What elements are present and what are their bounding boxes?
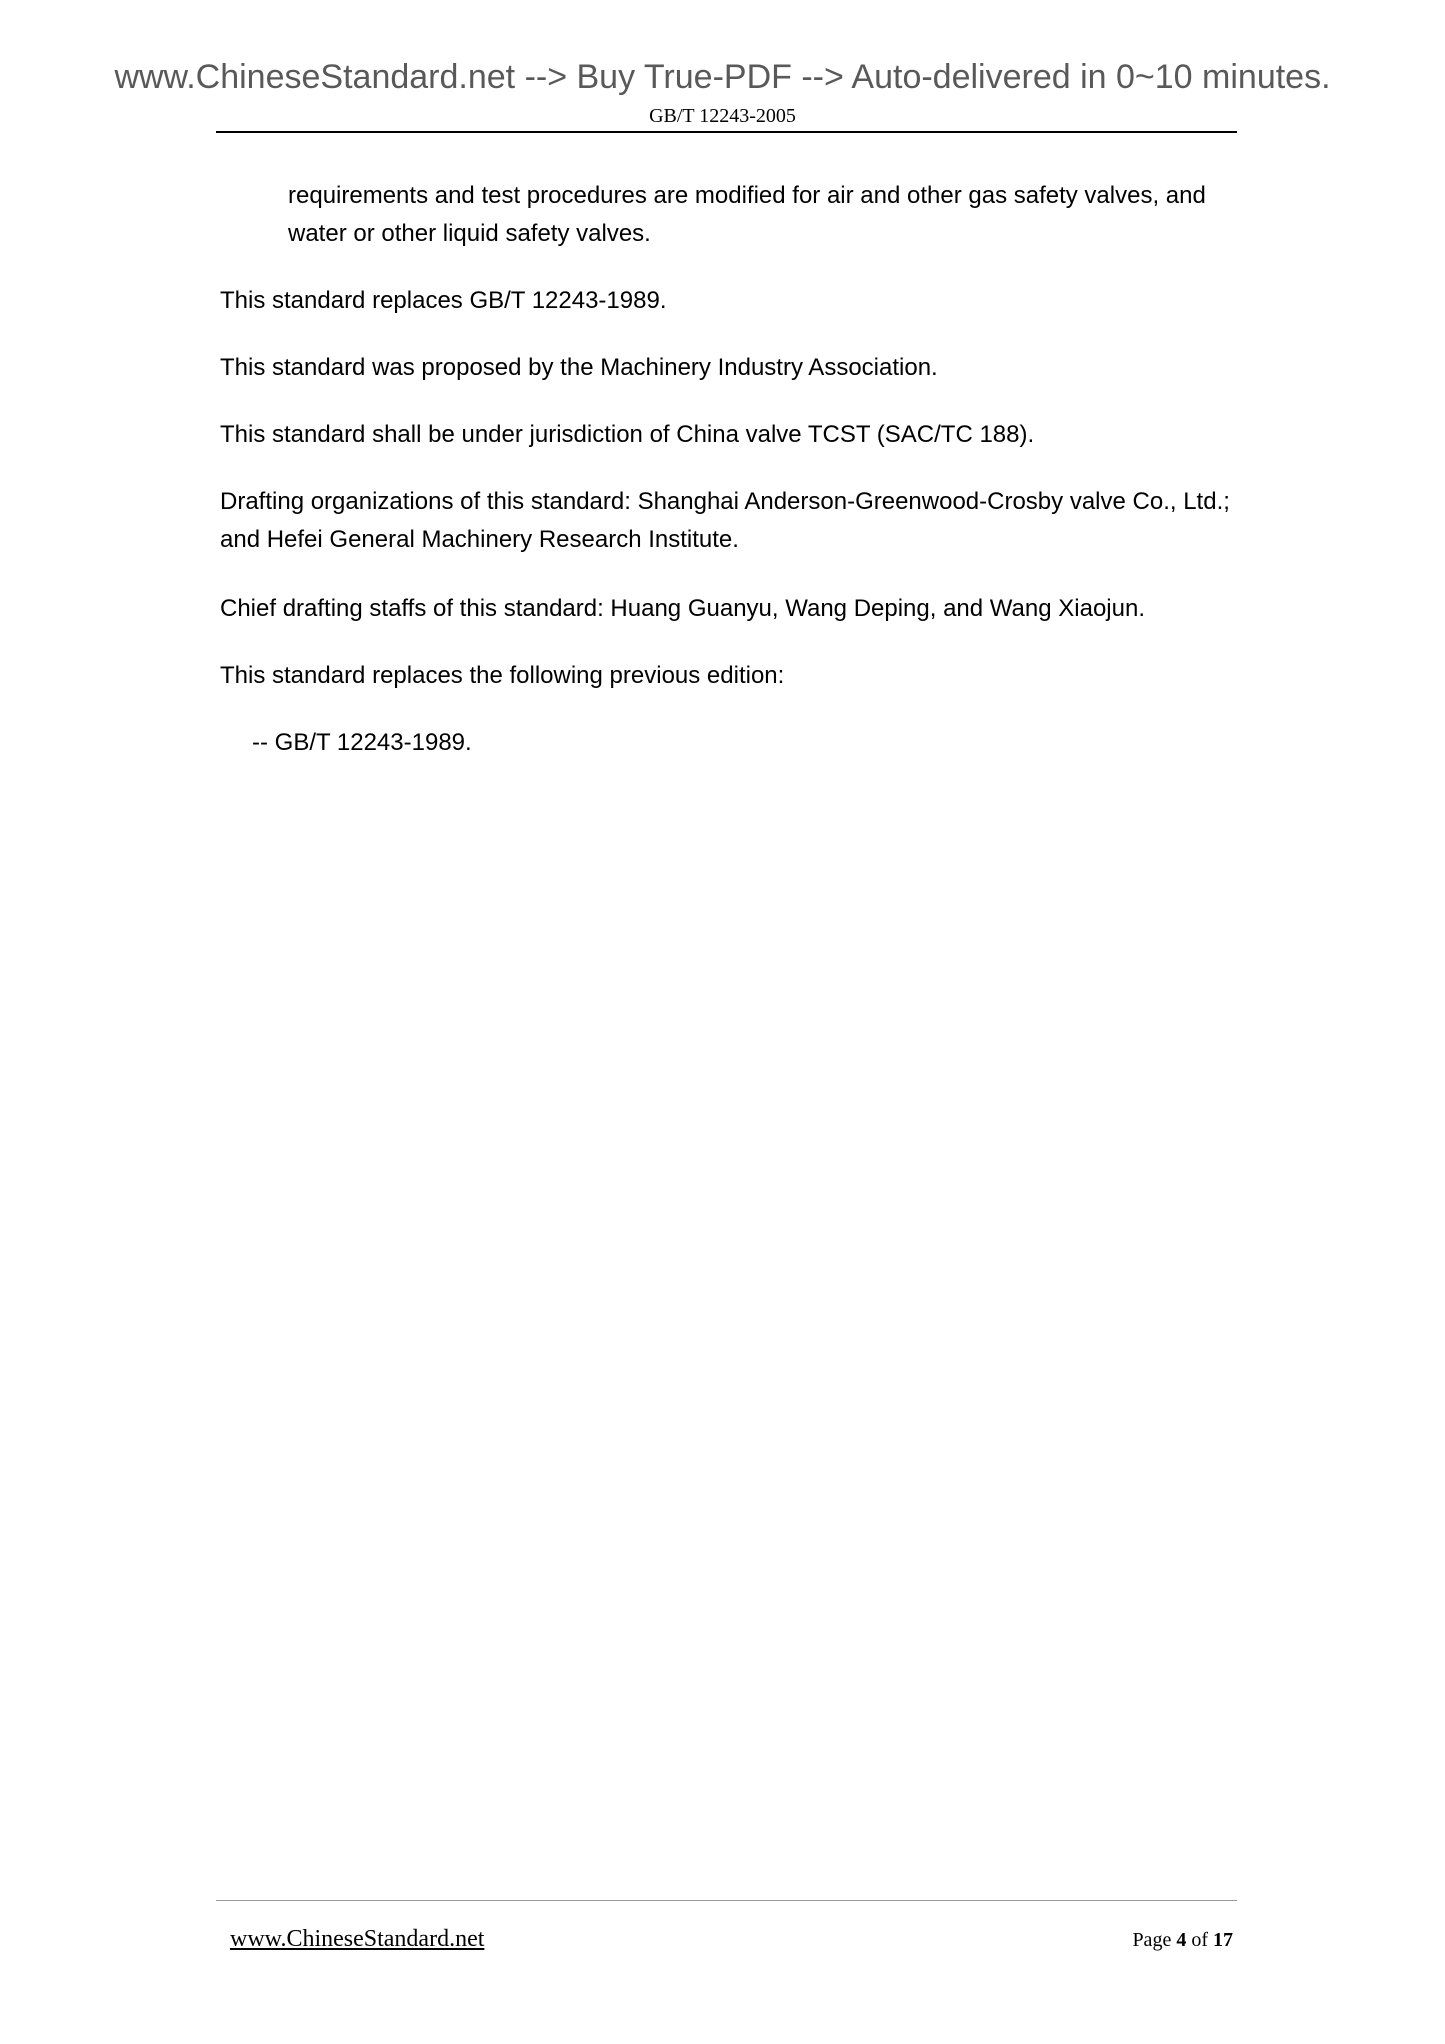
footer-divider [216, 1900, 1237, 1901]
paragraph-previous-edition: This standard replaces the following previous edition: [220, 662, 785, 689]
paragraph-jurisdiction: This standard shall be under jurisdiction of China valve TCST (SAC/TC 188). [220, 421, 1035, 448]
page-label: Page [1132, 1929, 1172, 1951]
page-number: 4 [1176, 1929, 1187, 1951]
list-item-previous-edition: -- GB/T 12243-1989. [252, 729, 472, 756]
paragraph-continuation: requirements and test procedures are modified for air and other gas safety valves, and water or other liquid safety valves. [288, 182, 1206, 247]
header-divider [216, 131, 1237, 133]
footer-website-link[interactable]: www.ChineseStandard.net [230, 1926, 485, 1952]
paragraph-proposed-by: This standard was proposed by the Machinery Industry Association. [220, 354, 938, 381]
page-total: 17 [1213, 1929, 1233, 1951]
page-indicator [1132, 1926, 1233, 1954]
paragraph-chief-drafting-staffs: Chief drafting staffs of this standard: Huang Guanyu, Wang Deping, and Wang Xiaojun. [220, 595, 1145, 622]
page-of-label: of [1191, 1929, 1208, 1951]
standard-code: GB/T 12243-2005 [649, 105, 796, 127]
paragraph-drafting-organizations: Drafting organizations of this standard: Shanghai Anderson-Greenwood-Crosby valve Co., Ltd.; and Hefei General Machinery Research Institute. [220, 488, 1230, 553]
paragraph-replaces: This standard replaces GB/T 12243-1989. [220, 287, 667, 314]
header-banner: www.ChineseStandard.net --> Buy True-PDF --> Auto-delivered in 0~10 minutes. [114, 58, 1331, 96]
